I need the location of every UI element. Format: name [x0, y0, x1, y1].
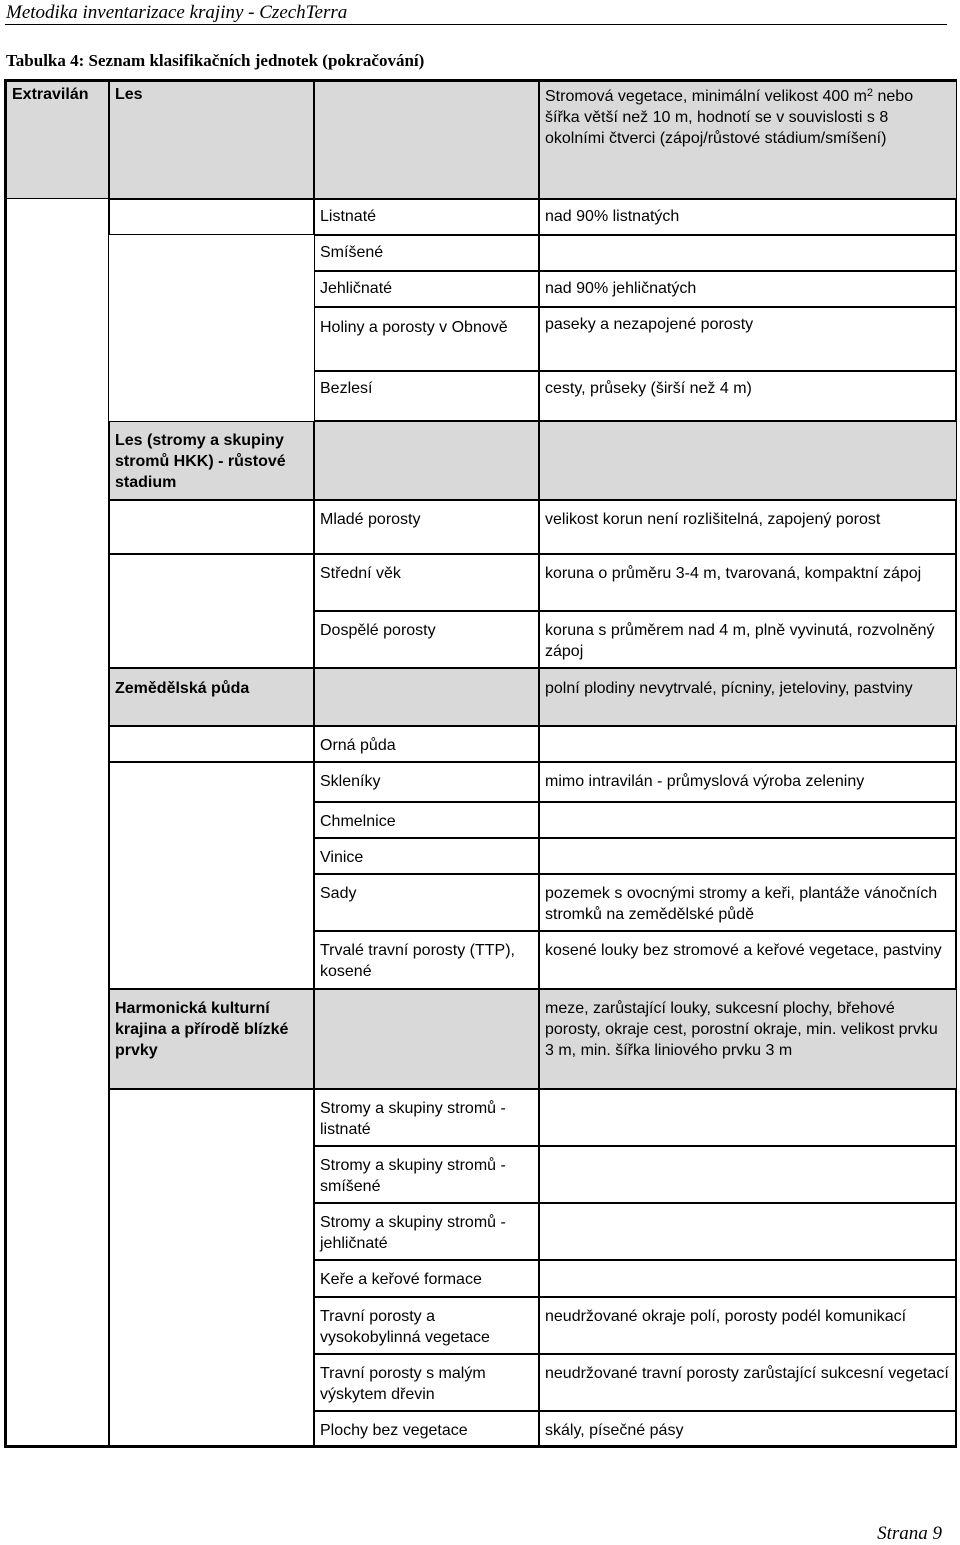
harmonicka-type-label: Travní porosty s malým výskytem dřevin	[314, 1354, 539, 1411]
zemedelska-type-desc	[539, 726, 957, 762]
stadium-desc: koruna s průměrem nad 4 m, plně vyvinutá, rozvolněný zápoj	[539, 611, 957, 668]
cell-harmonicka-desc: meze, zarůstající louky, sukcesní plochy, břehové porosty, okraje cest, porostní okraje, min. velikost prvku 3 m, min. šířka liniového prvku 3 m	[539, 989, 957, 1089]
header-divider	[5, 24, 947, 25]
cell-blank	[314, 989, 539, 1089]
les-type-desc: nad 90% jehličnatých	[539, 271, 957, 307]
les-type-label: Smíšené	[314, 235, 539, 271]
harmonicka-type-label: Travní porosty a vysokobylinná vegetace	[314, 1297, 539, 1354]
cell-blank	[109, 500, 314, 554]
page-header-title: Metodika inventarizace krajiny - CzechTerra	[6, 2, 348, 23]
cell-blank	[539, 421, 957, 500]
zemedelska-type-label: Vinice	[314, 838, 539, 874]
cell-blank	[109, 726, 314, 762]
les-type-label: Holiny a porosty v Obnově	[314, 307, 539, 371]
zemedelska-type-label: Chmelnice	[314, 802, 539, 838]
cell-blank	[109, 762, 314, 989]
harmonicka-type-desc	[539, 1089, 957, 1146]
cell-zemedelska: Zemědělská půda	[109, 668, 314, 726]
zemedelska-type-desc: kosené louky bez stromové a keřové vegetace, pastviny	[539, 931, 957, 989]
harmonicka-type-label: Stromy a skupiny stromů - jehličnaté	[314, 1203, 539, 1260]
les-type-desc: paseky a nezapojené porosty	[539, 307, 957, 371]
stadium-label: Dospělé porosty	[314, 611, 539, 668]
harmonicka-type-desc: neudržované okraje polí, porosty podél komunikací	[539, 1297, 957, 1354]
cell-les-desc: Stromová vegetace, minimální velikost 400 $m^2$ nebo šířka větší než 10 m, hodnotí se v souvislosti s 8 okolními čtverci (zápoj/růstové stádium/smíšení)	[539, 81, 957, 199]
cell-blank	[109, 554, 314, 668]
page-number: Strana 9	[877, 1523, 942, 1544]
cell-les-stadium: Les (stromy a skupiny stromů HKK) - růstové stadium	[109, 421, 314, 500]
harmonicka-type-desc	[539, 1260, 957, 1297]
stadium-desc: velikost korun není rozlišitelná, zapojený porost	[539, 500, 957, 554]
harmonicka-type-label: Plochy bez vegetace	[314, 1411, 539, 1446]
table-caption: Tabulka 4: Seznam klasifikačních jednotek (pokračování)	[6, 51, 425, 70]
cell-blank	[314, 421, 539, 500]
zemedelska-type-desc: pozemek s ovocnými stromy a keři, plantáže vánočních stromků na zemědělské půdě	[539, 874, 957, 931]
harmonicka-type-label: Stromy a skupiny stromů - smíšené	[314, 1146, 539, 1203]
harmonicka-type-label: Keře a keřové formace	[314, 1260, 539, 1297]
zemedelska-type-label: Skleníky	[314, 762, 539, 802]
cell-blank	[109, 199, 314, 235]
cell-les-empty	[314, 81, 539, 199]
cell-extravilan-column	[6, 199, 109, 1446]
stadium-label: Mladé porosty	[314, 500, 539, 554]
cell-blank	[314, 668, 539, 726]
les-type-label: Jehličnaté	[314, 271, 539, 307]
les-type-desc: nad 90% listnatých	[539, 199, 957, 235]
stadium-label: Střední věk	[314, 554, 539, 611]
harmonicka-type-desc: skály, písečné pásy	[539, 1411, 957, 1446]
zemedelska-type-desc	[539, 838, 957, 874]
les-type-label: Listnaté	[314, 199, 539, 235]
harmonicka-type-desc: neudržované travní porosty zarůstající sukcesní vegetací	[539, 1354, 957, 1411]
harmonicka-type-desc	[539, 1146, 957, 1203]
les-type-desc	[539, 235, 957, 271]
cell-harmonicka: Harmonická kulturní krajina a přírodě blízké prvky	[109, 989, 314, 1089]
zemedelska-type-desc	[539, 802, 957, 838]
harmonicka-type-label: Stromy a skupiny stromů - listnaté	[314, 1089, 539, 1146]
cell-blank	[109, 1089, 314, 1446]
les-type-label: Bezlesí	[314, 371, 539, 421]
harmonicka-type-desc	[539, 1203, 957, 1260]
les-type-desc: cesty, průseky (širší než 4 m)	[539, 371, 957, 421]
zemedelska-type-label: Trvalé travní porosty (TTP), kosené	[314, 931, 539, 989]
zemedelska-type-desc: mimo intravilán - průmyslová výroba zeleniny	[539, 762, 957, 802]
zemedelska-type-label: Sady	[314, 874, 539, 931]
cell-zemedelska-desc: polní plodiny nevytrvalé, pícniny, jeteloviny, pastviny	[539, 668, 957, 726]
cell-extravilan: Extravilán	[6, 81, 109, 199]
zemedelska-type-label: Orná půda	[314, 726, 539, 762]
cell-les: Les	[109, 81, 314, 199]
stadium-desc: koruna o průměru 3-4 m, tvarovaná, kompaktní zápoj	[539, 554, 957, 611]
